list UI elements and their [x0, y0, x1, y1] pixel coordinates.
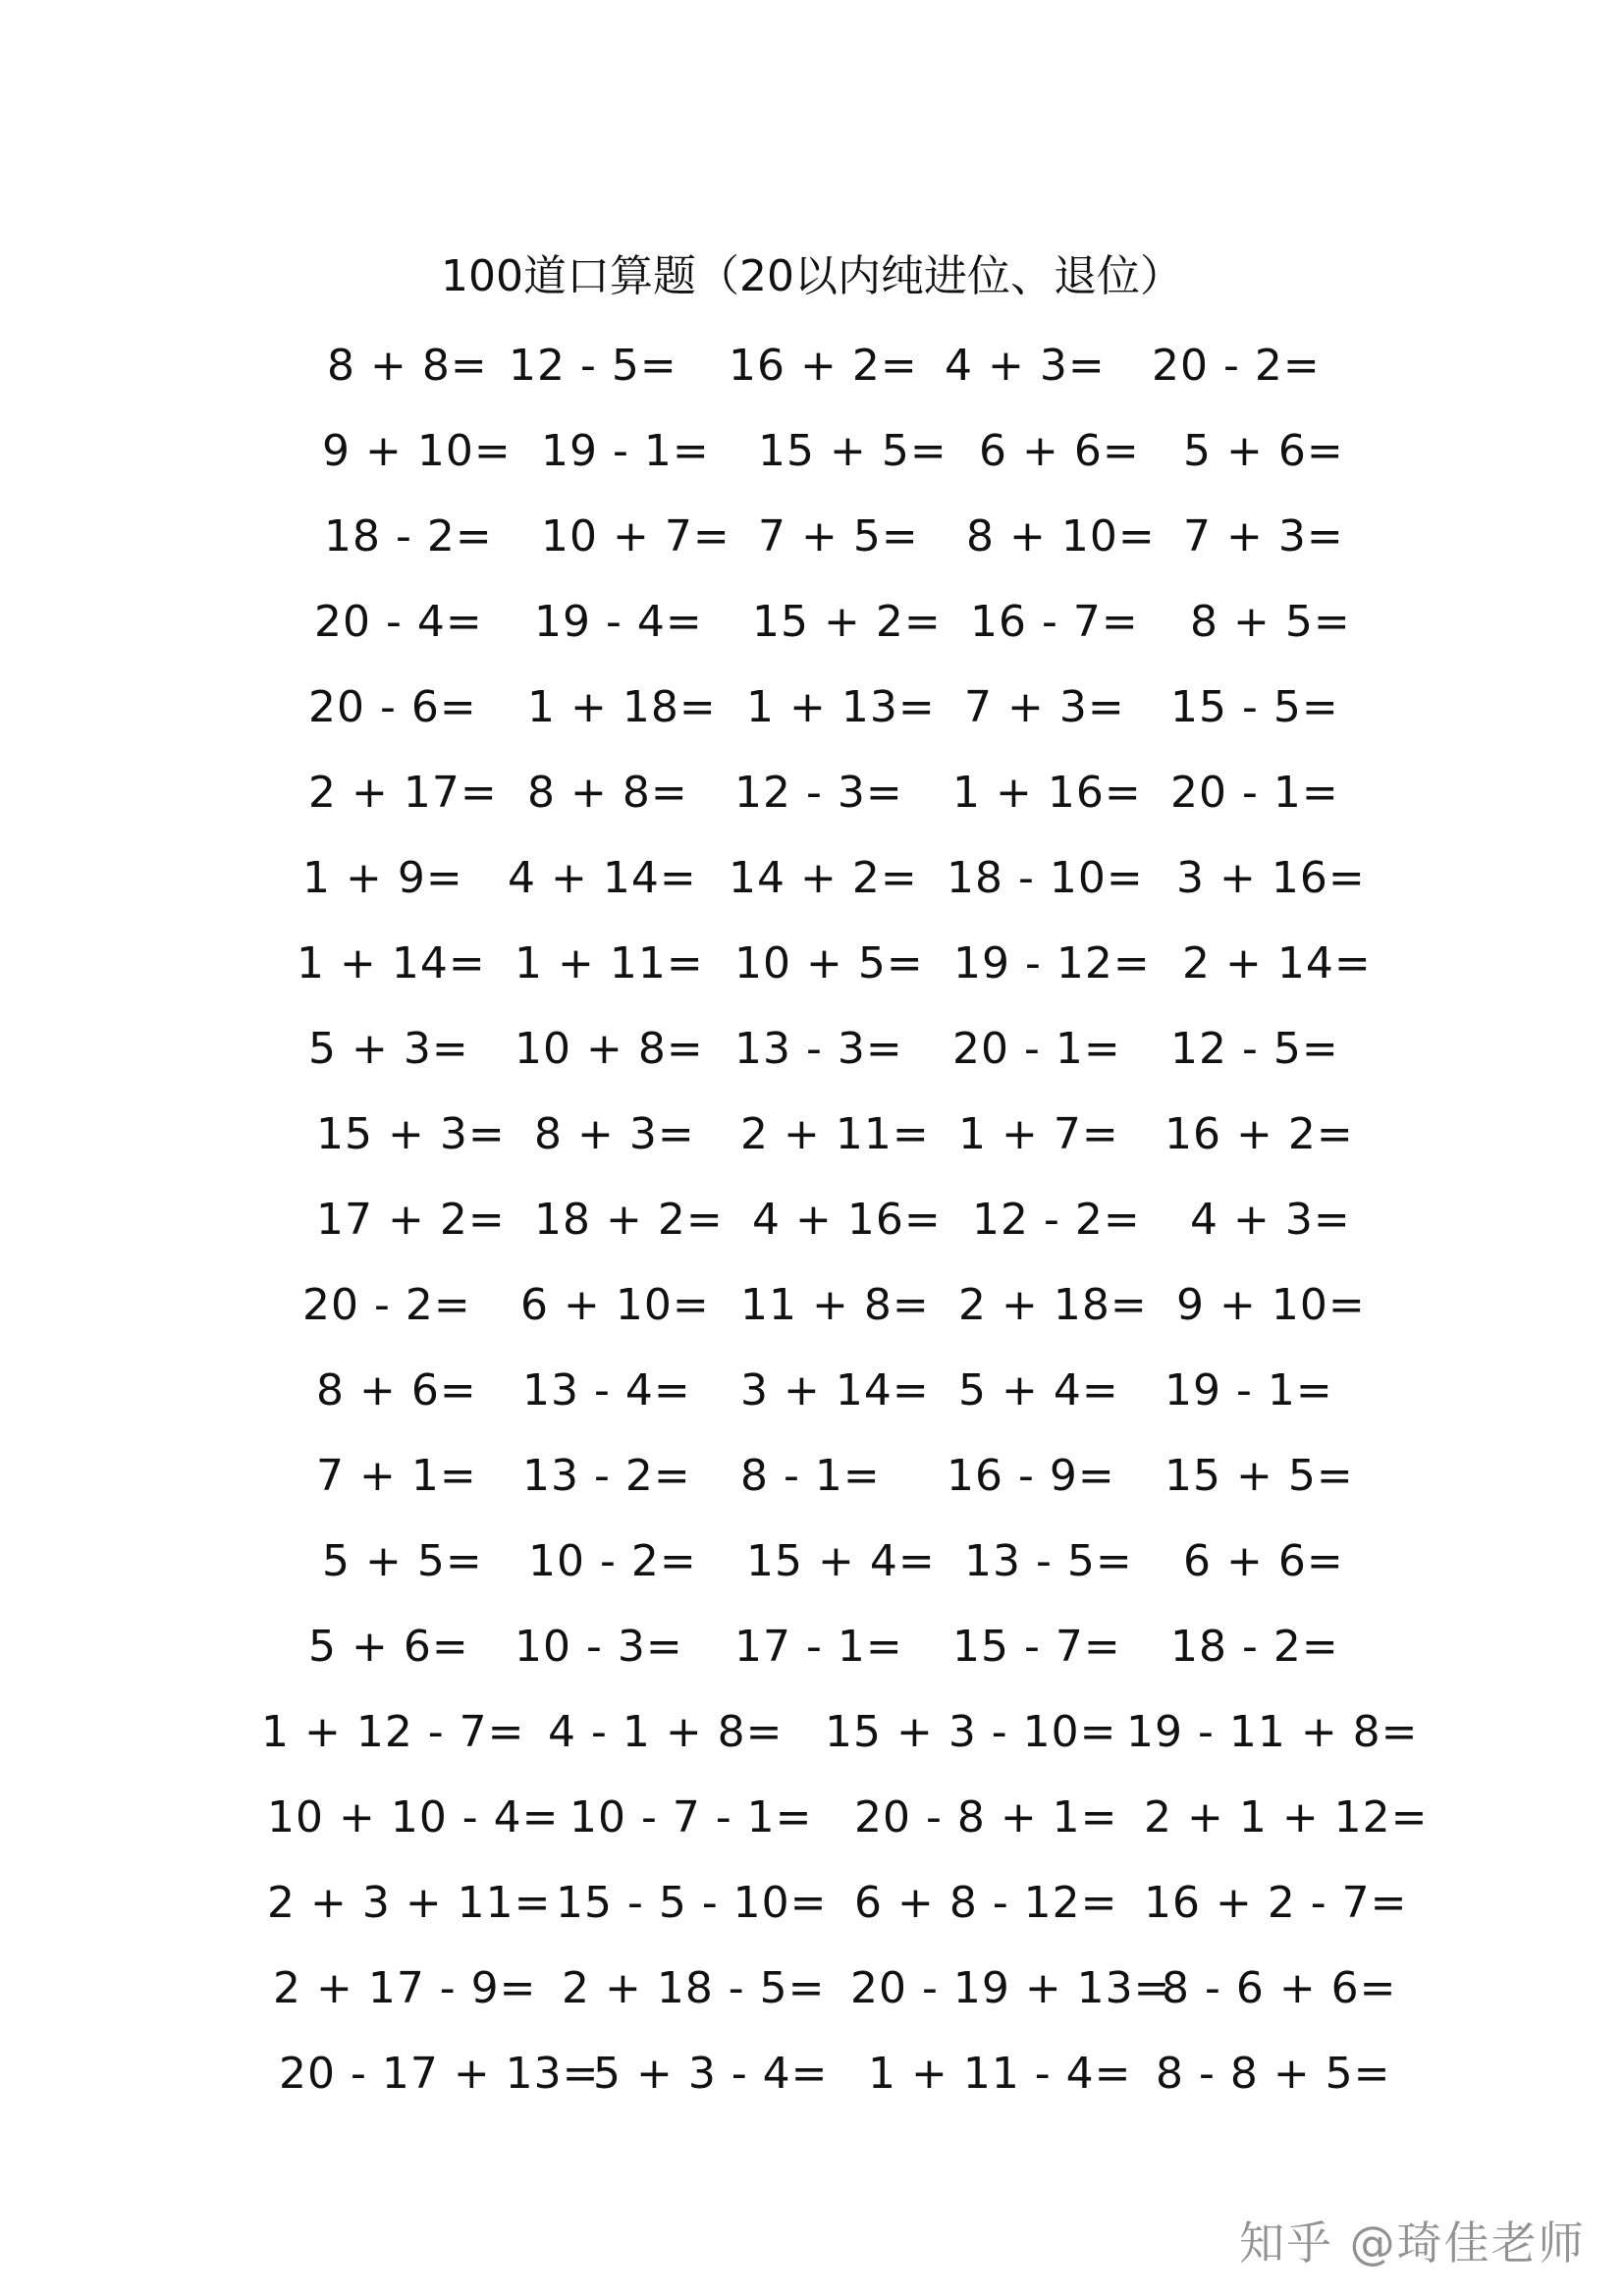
arithmetic-problem: 4 + 3=: [945, 341, 1106, 391]
worksheet-title: 100道口算题（20以内纯进位、退位）: [441, 251, 1183, 301]
arithmetic-problem: 8 - 6 + 6=: [1162, 1963, 1397, 2013]
arithmetic-problem: 19 - 1=: [1164, 1365, 1333, 1415]
arithmetic-problem: 8 + 3=: [534, 1109, 695, 1159]
arithmetic-problem: 15 + 5=: [1164, 1451, 1354, 1501]
arithmetic-problem: 1 + 16=: [952, 768, 1142, 818]
problem-row: [0, 1532, 1624, 1591]
arithmetic-problem: 18 - 2=: [1170, 1622, 1339, 1672]
arithmetic-problem: 16 - 7=: [970, 597, 1139, 647]
arithmetic-problem: 2 + 11=: [740, 1109, 930, 1159]
arithmetic-problem: 13 - 2=: [522, 1451, 691, 1501]
arithmetic-problem: 13 - 3=: [734, 1024, 903, 1074]
problem-row: [0, 593, 1624, 652]
arithmetic-problem: 5 + 6=: [1183, 426, 1344, 476]
problem-row: [0, 934, 1624, 993]
arithmetic-problem: 10 + 5=: [734, 938, 924, 988]
arithmetic-problem: 20 - 1=: [952, 1024, 1121, 1074]
problem-row: [0, 2045, 1624, 2104]
arithmetic-problem: 5 + 3=: [308, 1024, 469, 1074]
problem-row: [0, 849, 1624, 908]
arithmetic-problem: 20 - 6=: [308, 682, 477, 732]
arithmetic-problem: 10 + 7=: [541, 511, 731, 561]
problem-row: [0, 337, 1624, 396]
arithmetic-problem: 6 + 6=: [979, 426, 1140, 476]
arithmetic-problem: 14 + 2=: [729, 853, 918, 903]
arithmetic-problem: 15 + 3 - 10=: [825, 1707, 1117, 1757]
zhihu-watermark: 知乎 @琦佳老师: [1239, 2216, 1586, 2269]
arithmetic-problem: 19 - 12=: [953, 938, 1151, 988]
arithmetic-problem: 4 + 14=: [508, 853, 697, 903]
arithmetic-problem: 20 - 4=: [314, 597, 483, 647]
arithmetic-problem: 2 + 1 + 12=: [1144, 1792, 1429, 1842]
problem-row: [0, 1703, 1624, 1762]
problem-row: [0, 1959, 1624, 2018]
problem-row: [0, 1447, 1624, 1506]
arithmetic-problem: 6 + 6=: [1183, 1536, 1344, 1586]
arithmetic-problem: 18 + 2=: [534, 1195, 724, 1245]
arithmetic-problem: 19 - 1=: [541, 426, 710, 476]
arithmetic-problem: 10 - 7 - 1=: [569, 1792, 813, 1842]
arithmetic-problem: 15 + 5=: [758, 426, 947, 476]
arithmetic-problem: 11 + 8=: [740, 1280, 930, 1330]
arithmetic-problem: 13 - 5=: [964, 1536, 1133, 1586]
arithmetic-problem: 1 + 18=: [527, 682, 717, 732]
arithmetic-problem: 15 - 5 - 10=: [556, 1878, 828, 1928]
arithmetic-problem: 7 + 5=: [758, 511, 919, 561]
problem-row: [0, 1191, 1624, 1250]
arithmetic-problem: 16 + 2=: [729, 341, 918, 391]
arithmetic-problem: 8 + 5=: [1190, 597, 1351, 647]
arithmetic-problem: 18 - 2=: [324, 511, 493, 561]
arithmetic-problem: 2 + 17 - 9=: [273, 1963, 537, 2013]
arithmetic-problem: 5 + 6=: [308, 1622, 469, 1672]
arithmetic-problem: 10 + 8=: [514, 1024, 704, 1074]
arithmetic-problem: 18 - 10=: [947, 853, 1144, 903]
arithmetic-problem: 4 + 16=: [752, 1195, 942, 1245]
arithmetic-problem: 2 + 18 - 5=: [562, 1963, 826, 2013]
arithmetic-problem: 5 + 5=: [322, 1536, 483, 1586]
arithmetic-problem: 19 - 11 + 8=: [1126, 1707, 1419, 1757]
arithmetic-problem: 7 + 3=: [964, 682, 1125, 732]
arithmetic-problem: 7 + 3=: [1183, 511, 1344, 561]
arithmetic-problem: 3 + 14=: [740, 1365, 930, 1415]
arithmetic-problem: 1 + 7=: [958, 1109, 1119, 1159]
arithmetic-problem: 1 + 12 - 7=: [261, 1707, 525, 1757]
arithmetic-problem: 16 + 2 - 7=: [1144, 1878, 1408, 1928]
arithmetic-problem: 15 + 3=: [316, 1109, 506, 1159]
problem-row: [0, 1789, 1624, 1847]
arithmetic-problem: 12 - 3=: [734, 768, 903, 818]
arithmetic-problem: 2 + 14=: [1182, 938, 1372, 988]
arithmetic-problem: 1 + 9=: [302, 853, 463, 903]
arithmetic-problem: 17 + 2=: [316, 1195, 506, 1245]
problem-row: [0, 507, 1624, 566]
arithmetic-problem: 15 - 5=: [1170, 682, 1339, 732]
arithmetic-problem: 8 - 1=: [740, 1451, 881, 1501]
arithmetic-problem: 6 + 8 - 12=: [854, 1878, 1118, 1928]
arithmetic-problem: 20 - 1=: [1170, 768, 1339, 818]
arithmetic-problem: 12 - 5=: [1170, 1024, 1339, 1074]
arithmetic-problem: 19 - 4=: [534, 597, 703, 647]
problem-row: [0, 1276, 1624, 1335]
arithmetic-problem: 6 + 10=: [520, 1280, 710, 1330]
arithmetic-problem: 20 - 8 + 1=: [854, 1792, 1118, 1842]
arithmetic-problem: 8 + 6=: [316, 1365, 477, 1415]
arithmetic-problem: 1 + 14=: [297, 938, 486, 988]
problem-row: [0, 422, 1624, 481]
arithmetic-problem: 5 + 4=: [958, 1365, 1119, 1415]
problem-row: [0, 1020, 1624, 1079]
arithmetic-problem: 15 - 7=: [952, 1622, 1121, 1672]
arithmetic-problem: 20 - 2=: [302, 1280, 471, 1330]
arithmetic-problem: 2 + 17=: [308, 768, 498, 818]
arithmetic-problem: 10 + 10 - 4=: [267, 1792, 560, 1842]
arithmetic-problem: 15 + 2=: [752, 597, 942, 647]
arithmetic-problem: 20 - 2=: [1152, 341, 1321, 391]
arithmetic-problem: 9 + 10=: [322, 426, 512, 476]
arithmetic-problem: 10 - 2=: [528, 1536, 697, 1586]
problem-row: [0, 1618, 1624, 1677]
arithmetic-problem: 4 + 3=: [1190, 1195, 1351, 1245]
arithmetic-problem: 8 + 8=: [327, 341, 488, 391]
arithmetic-problem: 17 - 1=: [734, 1622, 903, 1672]
arithmetic-problem: 16 + 2=: [1164, 1109, 1354, 1159]
arithmetic-problem: 20 - 19 + 13=: [850, 1963, 1171, 2013]
arithmetic-problem: 20 - 17 + 13=: [279, 2049, 600, 2099]
arithmetic-problem: 12 - 2=: [972, 1195, 1141, 1245]
problem-row: [0, 764, 1624, 823]
problem-row: [0, 678, 1624, 737]
arithmetic-problem: 3 + 16=: [1176, 853, 1366, 903]
arithmetic-problem: 7 + 1=: [316, 1451, 477, 1501]
arithmetic-problem: 10 - 3=: [514, 1622, 683, 1672]
arithmetic-problem: 8 - 8 + 5=: [1156, 2049, 1391, 2099]
arithmetic-problem: 8 + 8=: [527, 768, 688, 818]
arithmetic-problem: 5 + 3 - 4=: [593, 2049, 829, 2099]
problem-row: [0, 1874, 1624, 1933]
arithmetic-problem: 12 - 5=: [509, 341, 677, 391]
arithmetic-problem: 2 + 3 + 11=: [267, 1878, 552, 1928]
arithmetic-problem: 1 + 11=: [514, 938, 704, 988]
problem-row: [0, 1362, 1624, 1420]
arithmetic-problem: 1 + 13=: [746, 682, 936, 732]
arithmetic-problem: 9 + 10=: [1176, 1280, 1366, 1330]
arithmetic-problem: 13 - 4=: [522, 1365, 691, 1415]
arithmetic-problem: 1 + 11 - 4=: [868, 2049, 1132, 2099]
arithmetic-problem: 16 - 9=: [947, 1451, 1115, 1501]
arithmetic-problem: 4 - 1 + 8=: [548, 1707, 784, 1757]
arithmetic-problem: 8 + 10=: [966, 511, 1156, 561]
problem-row: [0, 1105, 1624, 1164]
arithmetic-problem: 2 + 18=: [958, 1280, 1148, 1330]
arithmetic-problem: 15 + 4=: [746, 1536, 936, 1586]
